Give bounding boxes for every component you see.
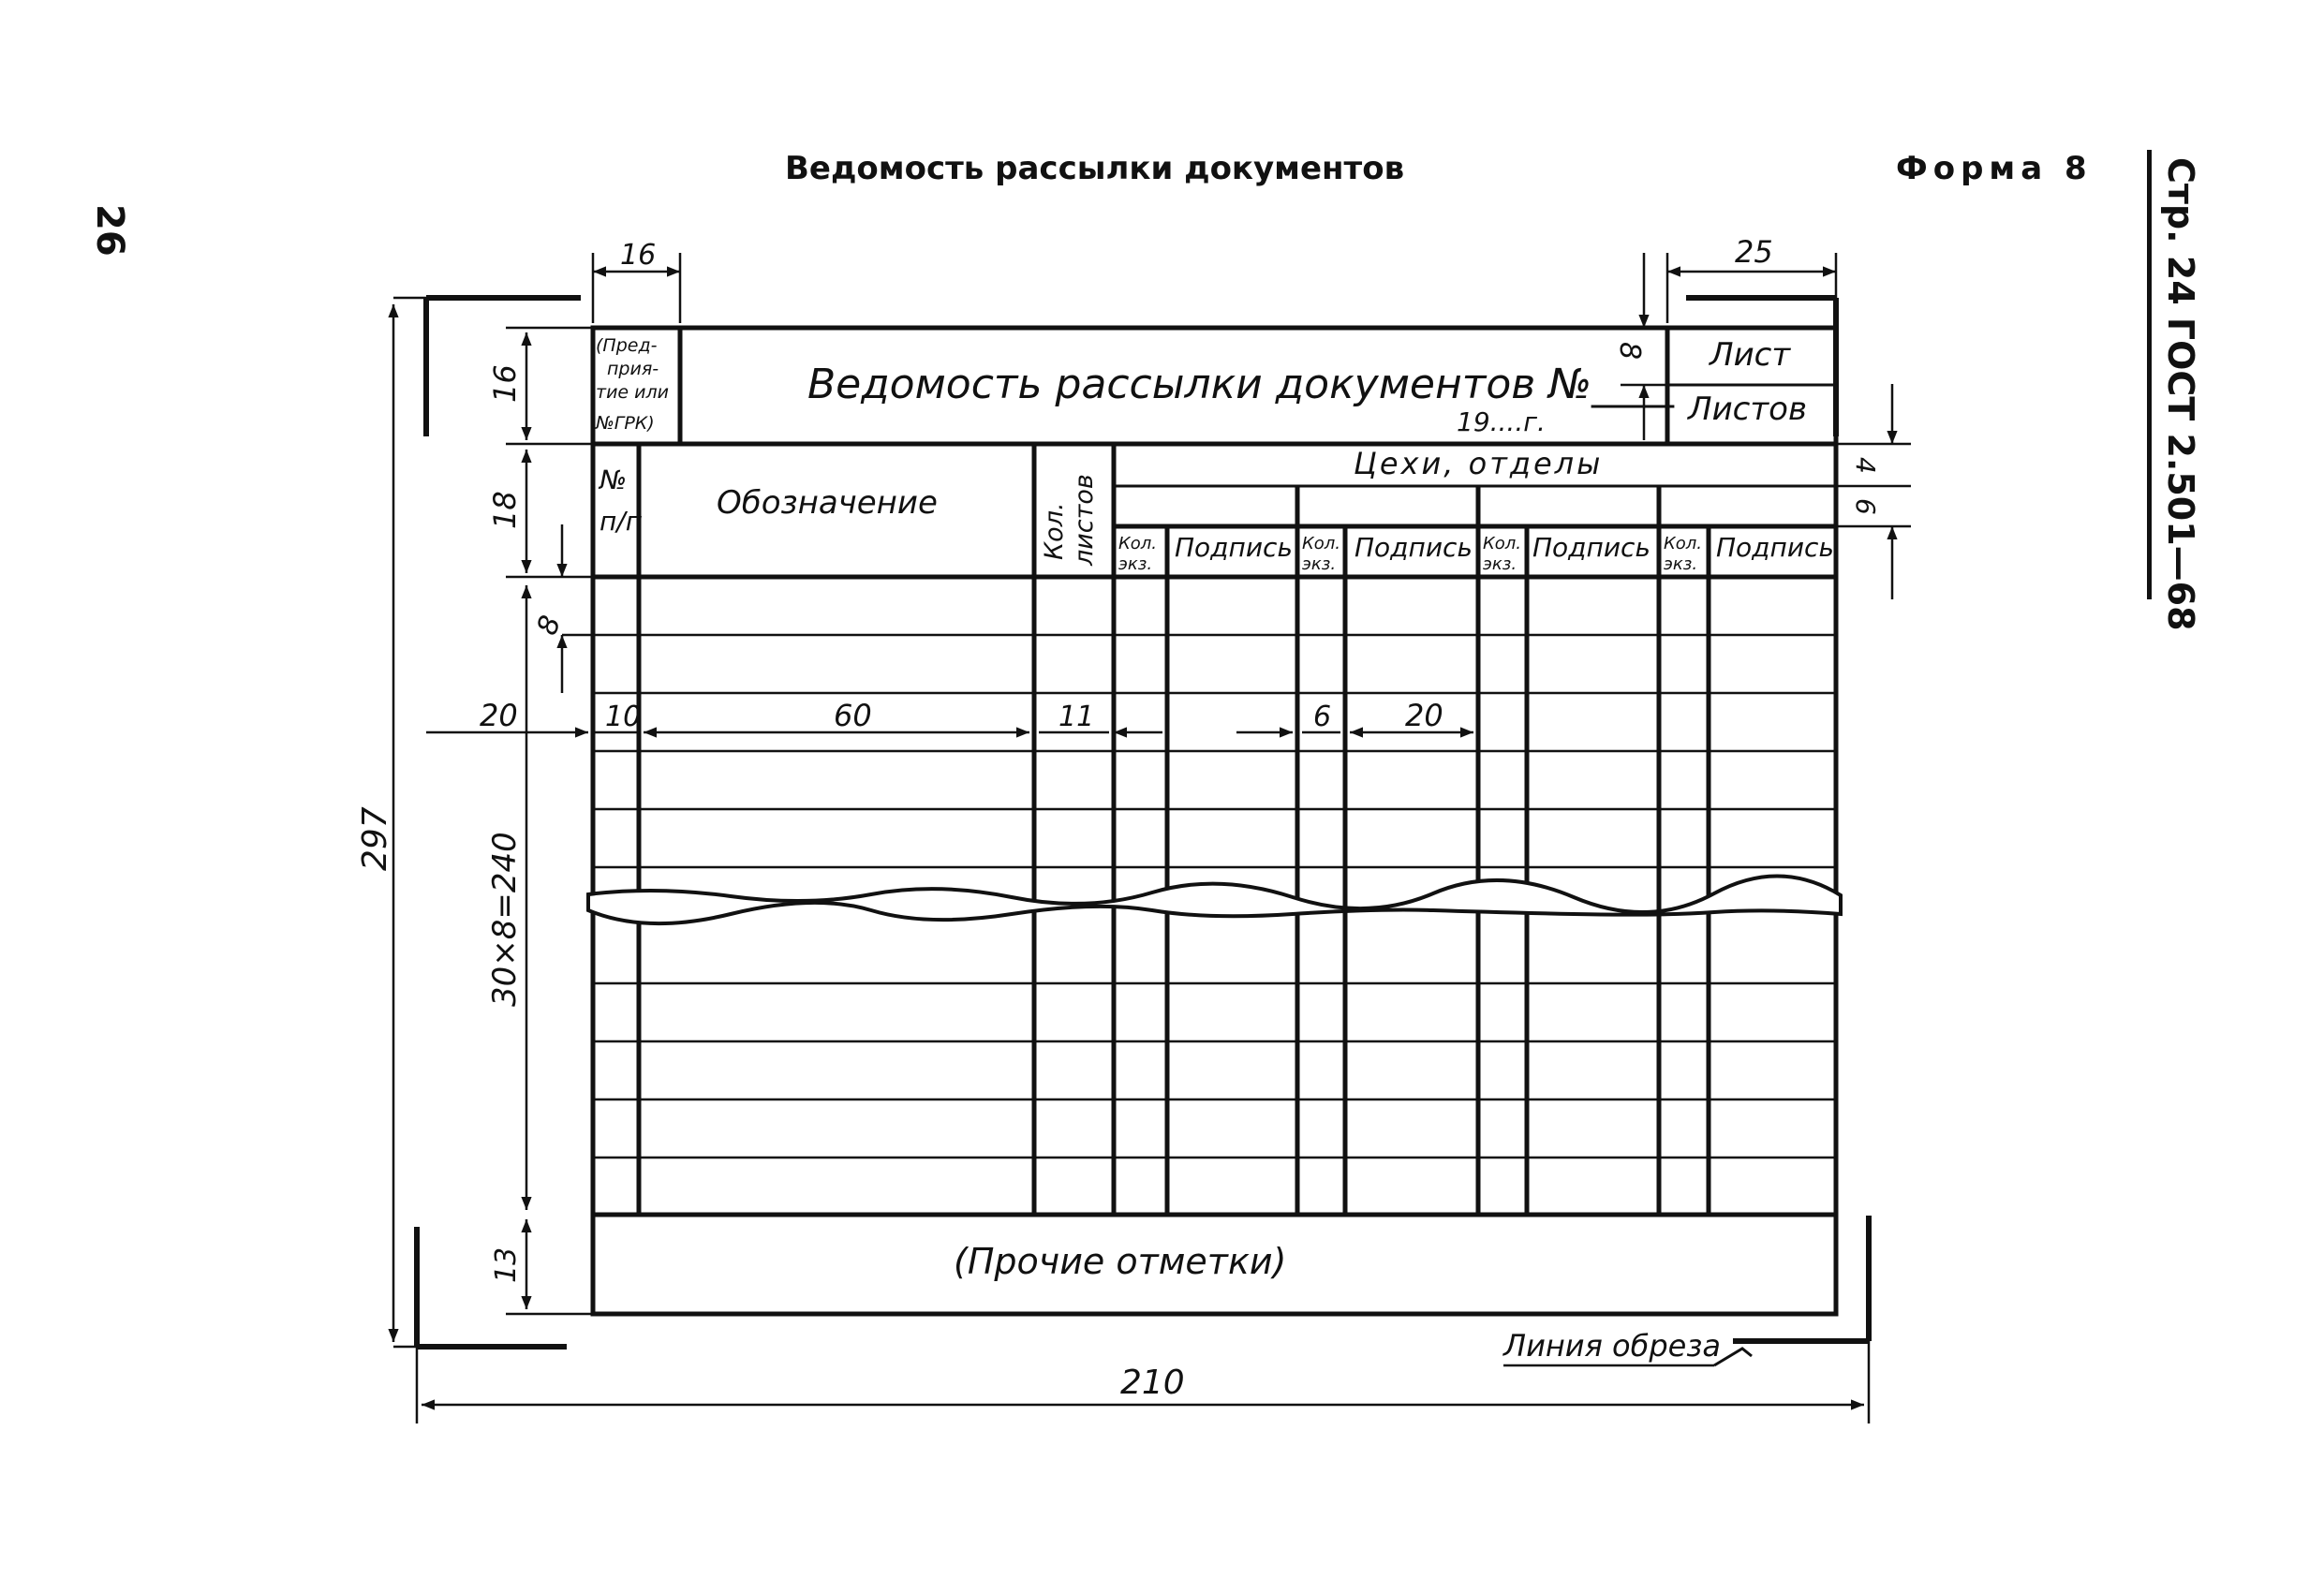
dim-240: 30×8=240 <box>486 832 524 1007</box>
header-title: Ведомость рассылки документов <box>785 150 1405 187</box>
page-number: 26 <box>88 204 131 257</box>
dim-10: 10 <box>605 701 642 733</box>
sheets-label: Листов <box>1688 391 1808 428</box>
form-title: Ведомость рассылки документов №____ <box>807 361 1674 408</box>
signature-header-1: Подпись <box>1175 532 1293 563</box>
dim-8-top: 8 <box>1613 342 1646 361</box>
enterprise-line-4: №ГРК) <box>596 413 655 434</box>
qty-header-2: листов <box>1070 474 1099 566</box>
dim-20: 20 <box>1405 698 1443 733</box>
copies-header-3b: экз. <box>1483 554 1517 574</box>
trim-marks <box>417 298 1869 1347</box>
sheet-label: Лист <box>1710 336 1791 374</box>
dim-18: 18 <box>487 491 523 529</box>
form-frame <box>593 328 1836 1314</box>
dim-11: 11 <box>1058 701 1095 733</box>
departments-header: Цехи, отделы <box>1354 446 1604 481</box>
dim-60: 60 <box>834 698 872 733</box>
enterprise-line-3: тие или <box>596 382 669 403</box>
dim-13: 13 <box>490 1246 523 1283</box>
dim-16-left: 16 <box>487 364 523 403</box>
enterprise-line-2: прия- <box>607 359 659 379</box>
dim-6-right: 6 <box>1850 498 1881 515</box>
dim-20-left: 20 <box>480 698 518 733</box>
signature-header-4: Подпись <box>1716 532 1834 563</box>
copies-header-2a: Кол. <box>1302 534 1341 553</box>
copies-header-3a: Кол. <box>1483 534 1522 553</box>
copies-header-1b: экз. <box>1118 554 1153 574</box>
dim-8-left: 8 <box>530 611 569 640</box>
number-header-1: № <box>600 465 628 495</box>
dim-4: 4 <box>1850 457 1881 474</box>
dimension-text <box>356 234 1881 1402</box>
dim-16-top: 16 <box>620 239 657 272</box>
signature-header-3: Подпись <box>1532 532 1650 563</box>
break-line <box>588 876 1841 923</box>
form-label: Форма 8 <box>1896 150 2093 187</box>
copies-header-1a: Кол. <box>1118 534 1158 553</box>
cut-line-label: Линия обреза <box>1503 1328 1721 1364</box>
copies-header-4a: Кол. <box>1664 534 1703 553</box>
number-header-2: п/п <box>600 506 644 537</box>
signature-header-2: Подпись <box>1354 532 1473 563</box>
copies-header-4b: экз. <box>1664 554 1698 574</box>
designation-header: Обозначение <box>717 484 938 522</box>
dim-25: 25 <box>1735 234 1773 270</box>
dim-6: 6 <box>1313 701 1332 733</box>
dim-210: 210 <box>1120 1364 1185 1402</box>
dim-297: 297 <box>356 806 394 871</box>
qty-header-1: Кол. <box>1040 502 1069 560</box>
enterprise-line-1: (Пред- <box>596 335 658 356</box>
copies-header-2b: экз. <box>1302 554 1337 574</box>
form-year: 19....г. <box>1457 406 1546 437</box>
side-reference: Стр. 24 ГОСТ 2.501—68 <box>2160 157 2201 631</box>
other-marks: (Прочие отметки) <box>954 1241 1287 1282</box>
